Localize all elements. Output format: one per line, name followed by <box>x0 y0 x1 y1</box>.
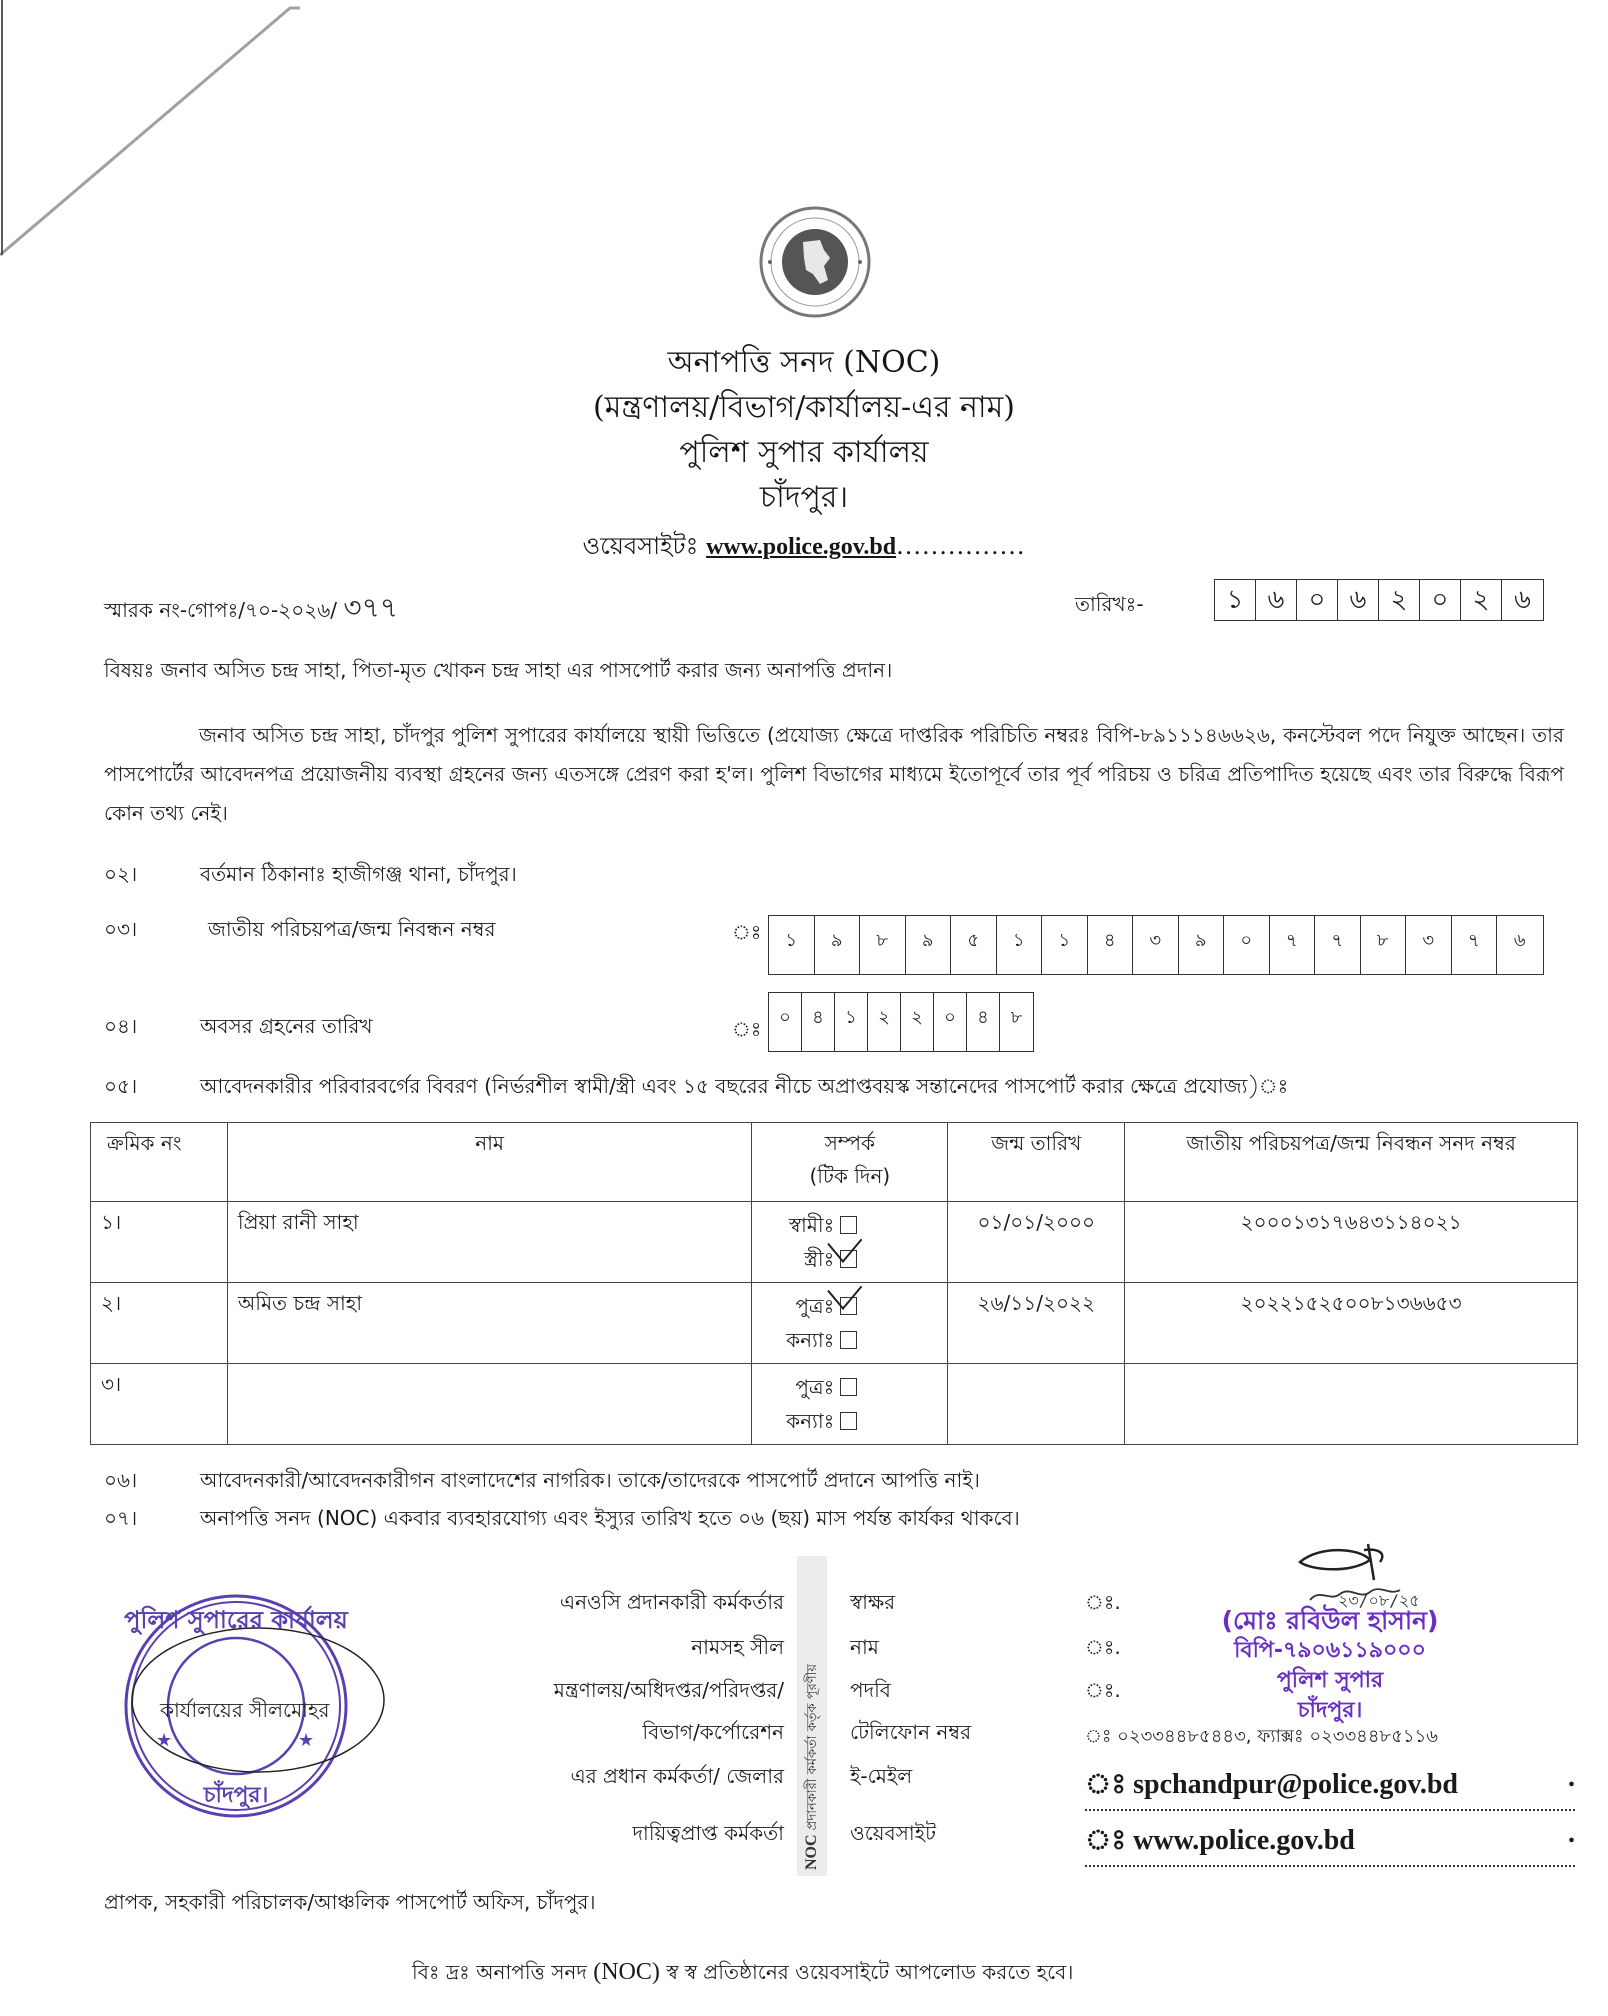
nid-digit: ৯ <box>1179 916 1225 974</box>
document-header <box>0 340 1608 570</box>
retirement-digit: ২ <box>868 993 901 1051</box>
item-03-colon: ঃ <box>732 920 762 944</box>
vertical-noc-label: NOC <box>803 1834 820 1870</box>
item-04-colon: ঃ <box>732 1017 762 1041</box>
item-number: ০৪। <box>104 1014 138 1038</box>
retirement-digit: ১ <box>835 993 868 1051</box>
vertical-noc-desc: প্রদানকারী কর্মকর্তা কর্তৃক পূরণীয় <box>805 1664 820 1831</box>
date-digit: ২ <box>1379 580 1420 620</box>
retirement-date-boxes <box>768 992 1034 1052</box>
item-02-address <box>104 860 517 893</box>
retirement-digit: ০ <box>934 993 967 1051</box>
nid-digit: ১ <box>997 916 1043 974</box>
recipient-line: প্রাপক, সহকারী পরিচালক/আঞ্চলিক পাসপোর্ট অফিস, চাঁদপুর। <box>104 1890 596 1914</box>
website-dots: ............... <box>896 532 1026 560</box>
nid-digit: ৮ <box>860 916 906 974</box>
row-dob: ২৬/১১/২০২২ <box>948 1283 1125 1364</box>
footnote-prefix: বিঃ দ্রঃ অনাপত্তি সনদ <box>412 1960 587 1984</box>
signature-colons <box>1085 1580 1121 1710</box>
item-text: বর্তমান ঠিকানাঃ হাজীগঞ্জ থানা, চাঁদপুর। <box>200 862 517 886</box>
nid-digit: ৯ <box>815 916 861 974</box>
subject-line: বিষয়ঃ জনাব অসিত চন্দ্র সাহা, পিতা-মৃত খোকন চন্দ্র সাহা এর পাসপোর্ট করার জন্য অনাপত্তি প্রদান। <box>104 658 893 682</box>
nid-digit: ৭ <box>1315 916 1361 974</box>
nid-number-boxes <box>768 915 1544 975</box>
daughter-checkbox[interactable] <box>840 1412 857 1430</box>
row-name <box>227 1364 751 1445</box>
field-label-signature: স্বাক্ষর <box>850 1590 896 1614</box>
nid-digit: ৬ <box>1513 930 1526 951</box>
header-relation-label: সম্পর্ক <box>824 1131 875 1155</box>
table-row <box>91 1364 1578 1445</box>
footnote-noc: (NOC) <box>593 1959 660 1985</box>
nid-digit: ৭ <box>1270 916 1316 974</box>
colon: ঃ. <box>1085 1678 1121 1702</box>
row-id: ২০০০১৩১৭৬৪৩১১৪০২১ <box>1125 1202 1578 1283</box>
field-label-email: ই-মেইল <box>850 1764 913 1788</box>
signature-field-labels <box>850 1580 971 1856</box>
item-text: অবসর গ্রহনের তারিখ <box>200 1014 373 1038</box>
row-id: ২০২২১৫২৫০০৮১৩৬৬৫৩ <box>1125 1283 1578 1364</box>
retirement-digit: ২ <box>901 993 934 1051</box>
relation-option-label: পুত্রঃ <box>795 1375 835 1399</box>
item-number: ০৭। <box>104 1506 138 1530</box>
item-number: ০৬। <box>104 1468 138 1492</box>
item-number: ০২। <box>104 862 138 886</box>
retirement-digit: ৪ <box>802 993 835 1051</box>
item-06-citizenship <box>104 1466 980 1499</box>
retirement-digit: ৪ <box>967 993 1000 1051</box>
date-digit: ৬ <box>1256 580 1297 620</box>
date-digit: ১ <box>1215 580 1256 620</box>
colon: ঃ. <box>1085 1590 1121 1614</box>
date-boxes <box>1214 579 1544 621</box>
seal-star-icon: ★ <box>156 1730 173 1751</box>
officer-name-stamp <box>1165 1606 1495 1726</box>
phone-fax-value: ঃ ০২৩৩৪৪৮৫৪৪৩, ফ্যাক্সঃ ০২৩৩৪৪৮৫১১৬ <box>1085 1726 1438 1747</box>
item-text: আবেদনকারীর পরিবারবর্গের বিবরণ (নির্ভরশীল স্বামী/স্ত্রী এবং ১৫ বছরের নীচে অপ্রাপ্তবয়স্ক সন্তানেদের পাসপোর্ট করার ক্ষেত্রে প্রযোজ্য)ঃ <box>200 1074 1289 1098</box>
date-label: তারিখঃ- <box>1075 592 1144 616</box>
item-text: অনাপত্তি সনদ (NOC) একবার ব্যবহারযোগ্য এবং ইস্যুর তারিখ হতে ০৬ (ছয়) মাস পর্যন্ত কার্যকর থাকবে। <box>200 1506 1020 1530</box>
date-digit: ০ <box>1420 580 1461 620</box>
row-relation <box>752 1283 948 1364</box>
son-checkbox[interactable] <box>840 1378 857 1396</box>
field-label-website: ওয়েবসাইট <box>850 1821 936 1845</box>
date-digit: ৬ <box>1338 580 1379 620</box>
item-number: ০৩। <box>104 917 138 941</box>
sig-left-label: মন্ত্রণালয়/অধিদপ্তর/পরিদপ্তর/ <box>553 1678 784 1702</box>
relation-option-label: কন্যাঃ <box>786 1328 835 1352</box>
nid-digit: ৮ <box>1361 916 1407 974</box>
website-value: ঃ www.police.gov.bd . <box>1085 1818 1575 1867</box>
ministry-subtitle: (মন্ত্রণালয়/বিভাগ/কার্যালয়-এর নাম) <box>593 390 1015 425</box>
seal-star-icon: ★ <box>298 1730 315 1751</box>
field-label-designation: পদবি <box>850 1678 891 1702</box>
relation-option-label: পুত্রঃ <box>795 1294 835 1318</box>
item-03-nid-label <box>104 915 495 948</box>
signature-left-labels <box>380 1580 784 1856</box>
item-text: জাতীয় পরিচয়পত্র/জন্ম নিবন্ধন নম্বর <box>208 917 496 941</box>
email-link[interactable]: ঃ spchandpur@police.gov.bd <box>1085 1769 1458 1800</box>
header-dob: জন্ম তারিখ <box>948 1123 1125 1202</box>
officer-district: চাঁদপুর। <box>1297 1698 1363 1723</box>
row-relation <box>752 1202 948 1283</box>
table-header-row <box>91 1123 1578 1202</box>
sig-left-label: এর প্রধান কর্মকর্তা/ জেলার <box>570 1764 784 1788</box>
field-label-phone: টেলিফোন নম্বর <box>850 1720 972 1744</box>
seal-bottom-text: চাঁদপুর। <box>203 1783 269 1808</box>
row-serial: ১। <box>91 1202 228 1283</box>
memo-handwritten-number: ৩৭৭ <box>343 591 399 624</box>
office-name: পুলিশ সুপার কার্যালয় <box>679 435 929 470</box>
row-name: অমিত চন্দ্র সাহা <box>227 1283 751 1364</box>
table-row <box>91 1202 1578 1283</box>
row-name: প্রিয়া রানী সাহা <box>227 1202 751 1283</box>
footnote <box>412 1958 1073 1991</box>
date-digit: ৬ <box>1514 585 1531 615</box>
sig-left-label: এনওসি প্রদানকারী কর্মকর্তার <box>559 1590 784 1614</box>
son-checkbox-checked[interactable] <box>840 1297 857 1315</box>
memo-label: স্মারক নং-গোপঃ/৭০-২০২৬/ <box>104 598 338 622</box>
document-title: অনাপত্তি সনদ (NOC) <box>667 345 941 380</box>
colon: ঃ. <box>1085 1635 1121 1659</box>
relation-option-label: স্বামীঃ <box>788 1213 835 1237</box>
website-label: ওয়েবসাইটঃ <box>582 532 699 560</box>
wife-checkbox-checked[interactable] <box>840 1250 857 1268</box>
header-relation-hint: (টিক দিন) <box>809 1164 891 1188</box>
date-digit: ০ <box>1297 580 1338 620</box>
relation-option-label: কন্যাঃ <box>786 1409 835 1433</box>
daughter-checkbox[interactable] <box>840 1331 857 1349</box>
sig-left-label: বিভাগ/কর্পোরেশন <box>642 1720 784 1744</box>
officer-designation: পুলিশ সুপার <box>1276 1668 1384 1693</box>
header-relation <box>752 1123 948 1202</box>
retirement-digit: ৮ <box>1010 1007 1023 1028</box>
folded-corner-shadow <box>0 0 300 260</box>
body-paragraph: জনাব অসিত চন্দ্র সাহা, চাঁদপুর পুলিশ সুপারের কার্যালয়ে স্থায়ী ভিত্তিতে (প্রযোজ্য ক্ষেত্রে দাপ্তরিক পরিচিতি নম্বরঃ বিপি-৮৯১১১৪৬৬২৬, কনস্টেবল পদে নিযুক্ত আছেন। তার পাসপোর্টের আবেদনপত্র প্রয়োজনীয় ব্যবস্থা গ্রহনের জন্য এতসঙ্গে প্রেরণ করা হ'ল। পুলিশ বিভাগের মাধ্যমে ইতোপূর্বে তার পূর্ব পরিচয় ও চরিত্র প্রতিপাদিত হয়েছে এবং তার বিরুদ্ধে বিরূপ কোন তথ্য নেই। <box>104 723 1564 825</box>
seal-caption: কার্যালয়ের সীলমোহর <box>160 1698 330 1722</box>
seal-top-text: পুলিশ সুপারের কার্যালয় <box>124 1606 348 1634</box>
item-04-retirement-label <box>104 1012 373 1045</box>
item-07-validity <box>104 1504 1020 1537</box>
nid-digit: ১ <box>769 916 815 974</box>
date-digit: ২ <box>1461 580 1502 620</box>
header-serial: ক্রমিক নং <box>91 1123 228 1202</box>
row-serial: ২। <box>91 1283 228 1364</box>
vertical-noc-text <box>797 1556 827 1876</box>
row-id <box>1125 1364 1578 1445</box>
officer-bp-number: বিপি-৭৯০৬১১৯০০০ <box>1234 1638 1426 1663</box>
row-dob <box>948 1364 1125 1445</box>
nid-digit: ০ <box>1224 916 1270 974</box>
row-dob: ০১/০১/২০০০ <box>948 1202 1125 1283</box>
website-footer-link[interactable]: ঃ www.police.gov.bd <box>1085 1825 1355 1856</box>
nid-digit: ৯ <box>906 916 952 974</box>
nid-digit: ৫ <box>951 916 997 974</box>
officer-name: (মোঃ রবিউল হাসান) <box>1221 1606 1439 1635</box>
nid-digit: ৩ <box>1406 916 1452 974</box>
item-text: আবেদনকারী/আবেদনকারীগন বাংলাদেশের নাগরিক। তাকে/তাদেরকে পাসপোর্ট প্রদানে আপত্তি নাই। <box>200 1468 980 1492</box>
email-value: ঃ spchandpur@police.gov.bd . <box>1085 1762 1575 1811</box>
relation-option-label: স্ত্রীঃ <box>804 1247 835 1271</box>
header-name: নাম <box>227 1123 751 1202</box>
sig-left-label: দায়িত্বপ্রাপ্ত কর্মকর্তা <box>632 1821 784 1845</box>
header-website <box>0 524 1608 570</box>
row-relation <box>752 1364 948 1445</box>
sig-left-label: নামসহ সীল <box>691 1635 784 1659</box>
header-id: জাতীয় পরিচয়পত্র/জন্ম নিবন্ধন সনদ নম্বর <box>1125 1123 1578 1202</box>
footnote-suffix: স্ব স্ব প্রতিষ্ঠানের ওয়েবসাইটে আপলোড করতে হবে। <box>666 1960 1074 1984</box>
office-district: চাঁদপুর। <box>759 480 849 515</box>
nid-digit: ৪ <box>1088 916 1134 974</box>
nid-digit: ৭ <box>1452 916 1498 974</box>
signature-date: ২৩/০৮/২৫ <box>1338 1591 1420 1610</box>
retirement-digit: ০ <box>769 993 802 1051</box>
field-label-name: নাম <box>850 1635 879 1659</box>
nid-digit: ৩ <box>1133 916 1179 974</box>
family-members-table <box>90 1122 1578 1445</box>
memo-number <box>104 586 398 633</box>
item-number: ০৫। <box>104 1074 138 1098</box>
website-link[interactable]: www.police.gov.bd <box>706 534 897 560</box>
nid-digit: ১ <box>1042 916 1088 974</box>
row-serial: ৩। <box>91 1364 228 1445</box>
bangladesh-government-emblem <box>758 200 873 328</box>
table-row <box>91 1283 1578 1364</box>
item-05-family-heading <box>104 1072 1288 1105</box>
vertical-noc-strip <box>797 1556 827 1876</box>
